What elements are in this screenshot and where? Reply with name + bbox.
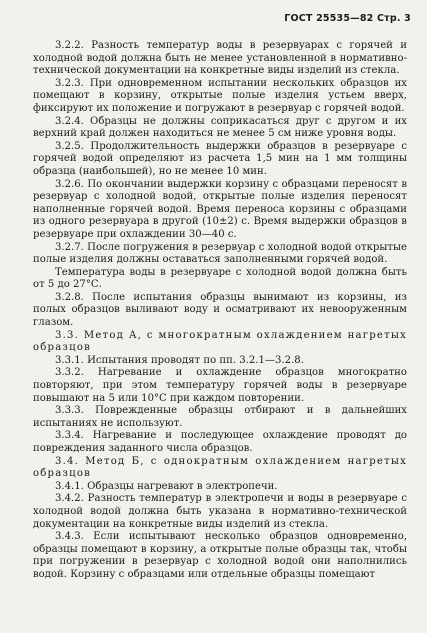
- paragraph-3-4-2: 3.4.2. Разность температур в электропечи и воды в резервуаре с холодной водой должна быть указана в нормативно-технической документации на конкретные виды изделий из стекла.: [33, 493, 407, 530]
- paragraph-3-2-2: 3.2.2. Разность температур воды в резервуарах с горячей и холодной водой должна быть не менее установленной в нормативно-технической документации на конкретные виды изделий из стекла.: [33, 40, 407, 77]
- running-head: ГОСТ 25535—82 Стр. 3: [284, 13, 411, 24]
- paragraph-3-4-1: 3.4.1. Образцы нагревают в электропечи.: [55, 480, 278, 492]
- paragraph-3-3-1: 3.3.1. Испытания проводят по пп. 3.2.1—3.2.8.: [55, 354, 304, 366]
- paragraph-3-3-4: 3.3.4. Нагревание и последующее охлаждение проводят до повреждения заданного числа образцов.: [33, 430, 407, 454]
- paragraph-3-2-6: 3.2.6. По окончании выдержки корзину с образцами переносят в резервуар с холодной водой, открытые полые изделия переносят наполненные горячей водой. Время переноса корзины с образцами из одного резервуара в другой (10±2) с. Время выдержки образцов в резервуаре при охлаждении 30—40 с.: [33, 178, 407, 240]
- paragraph-3-4-3: 3.4.3. Если испытывают несколько образцов одновременно, образцы помещают в корзину, а открытые полые образцы так, чтобы при погружении в резервуар с холодной водой они наполнились водой. Корзину с образцами или отдельные образцы помещают: [33, 531, 407, 580]
- paragraph-3-3-2: 3.3.2. Нагревание и охлаждение образцов многократно повторяют, при этом температуру горячей воды в резервуаре повышают на 5 или 10°С при каждом повторении.: [33, 367, 407, 404]
- paragraph-3-2-4: 3.2.4. Образцы не должны соприкасаться друг с другом и их верхний край должен находиться не менее 5 см ниже уровня воды.: [33, 115, 407, 140]
- paragraph-3-2-7: 3.2.7. После погружения в резервуар с холодной водой открытые полые изделия должны оставаться заполненными горячей водой.: [33, 241, 407, 266]
- section-heading-method-a: 3.3. Метод А, с многократным охлаждением нагретых образцов: [33, 329, 407, 354]
- paragraph-3-2-3: 3.2.3. При одновременном испытании нескольких образцов их помещают в корзину, открытые полые изделия устьем вверх, фиксируют их положение и погружают в резервуар с горячей водой.: [33, 77, 407, 114]
- section-heading-method-b: 3.4. Метод Б, с однократным охлаждением нагретых образцов: [33, 455, 407, 480]
- paragraph-3-3-3: 3.3.3. Поврежденные образцы отбирают и в дальнейших испытаниях не используют.: [33, 405, 407, 429]
- paragraph-3-2-8: 3.2.8. После испытания образцы вынимают из корзины, из полых образцов выливают воду и осматривают их невооруженным глазом.: [33, 291, 407, 329]
- body-text: [33, 40, 407, 582]
- paragraph-water-temperature: Температура воды в резервуаре с холодной водой должна быть от 5 до 27°С.: [33, 266, 407, 291]
- paragraph-3-2-5: 3.2.5. Продолжительность выдержки образцов в резервуаре с горячей водой определяют из расчета 1,5 мин на 1 мм толщины образца (наибольшей), но не менее 10 мин.: [33, 140, 407, 177]
